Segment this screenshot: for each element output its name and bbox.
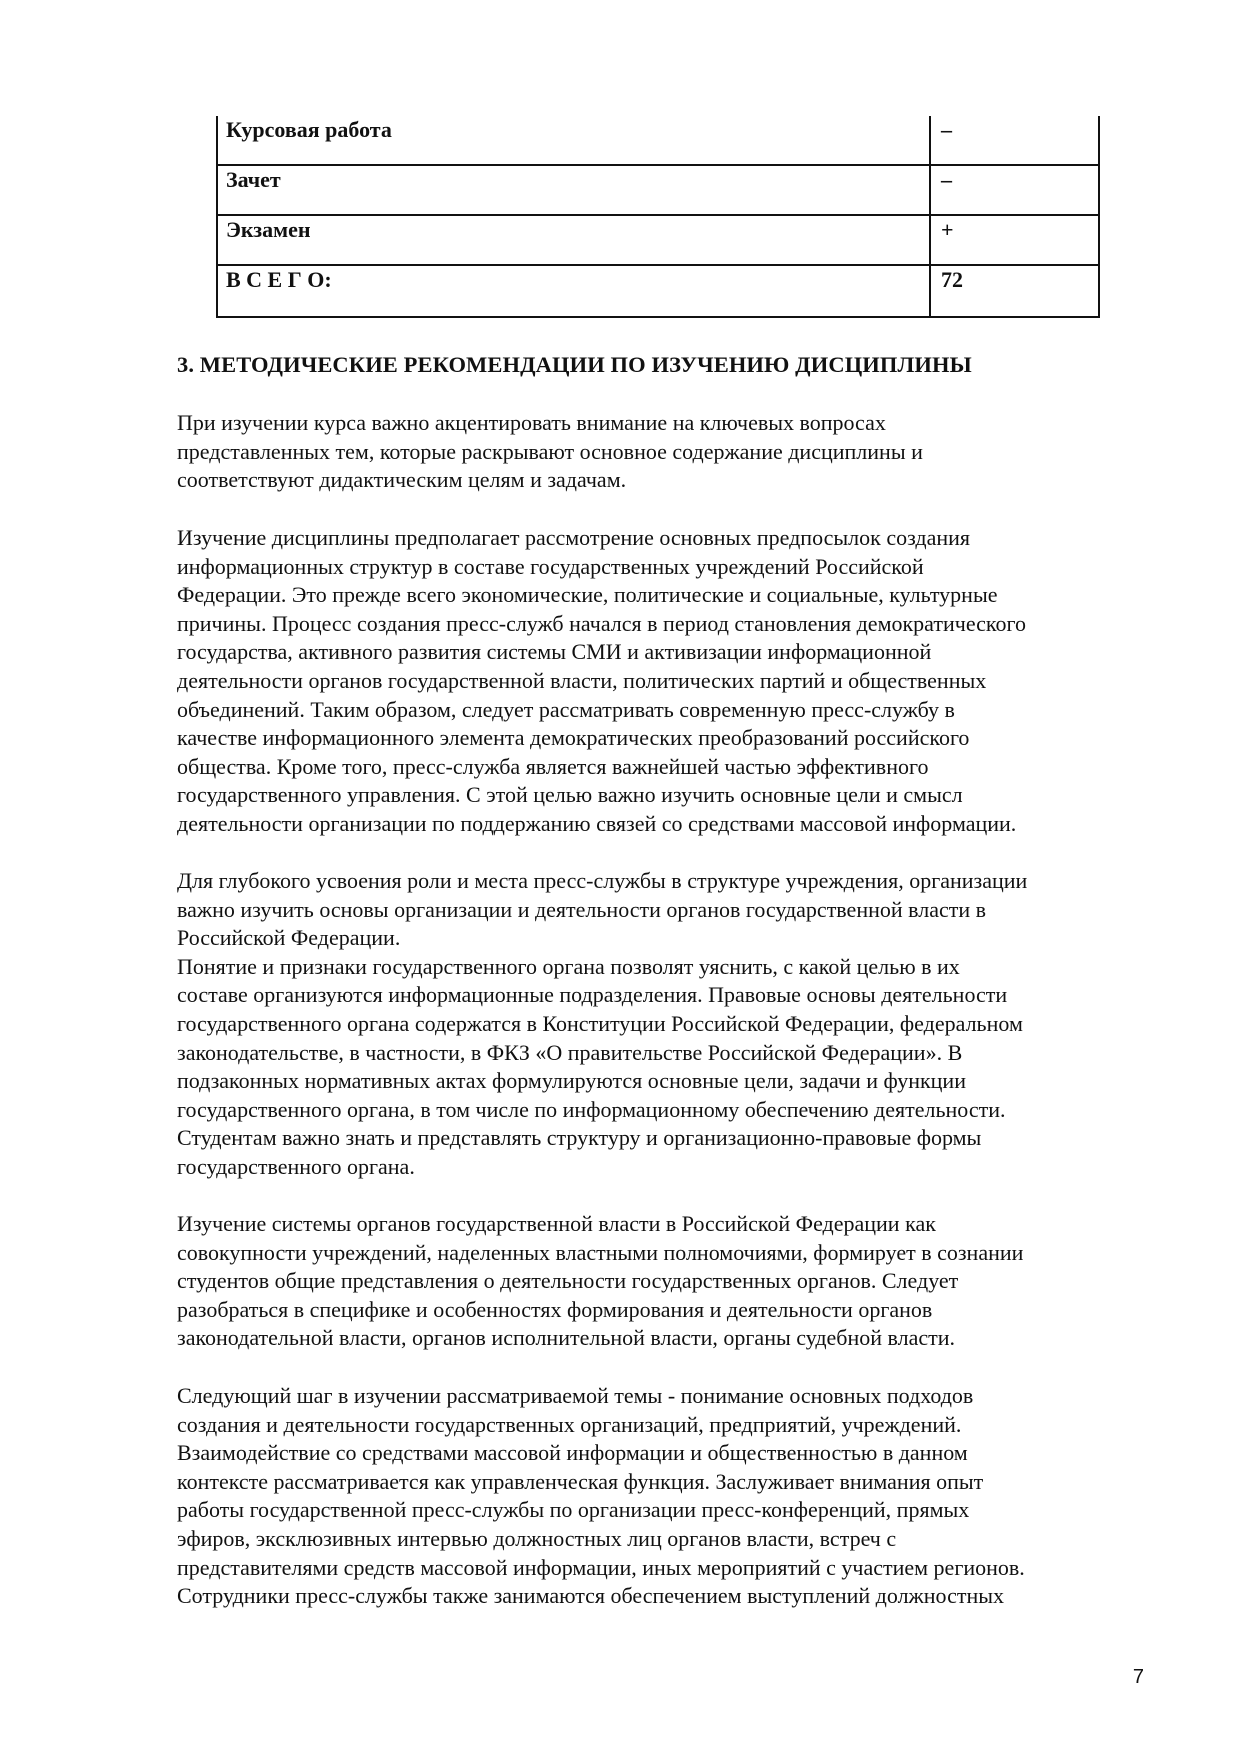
table-row-value: + xyxy=(930,215,1099,265)
table-row-label: Экзамен xyxy=(217,215,930,265)
table-row-total xyxy=(217,265,1099,317)
paragraph-line: информационных структур в составе государственных учреждений Российской xyxy=(177,553,924,579)
paragraph-line: совокупности учреждений, наделенных властными полномочиями, формирует в сознании xyxy=(177,1239,1024,1265)
table-row xyxy=(217,215,1099,265)
table-row-label: Зачет xyxy=(217,165,930,215)
table-row-value: – xyxy=(930,165,1099,215)
table-total-value: 72 xyxy=(930,265,1099,317)
paragraph-line: Изучение дисциплины предполагает рассмотрение основных предпосылок создания xyxy=(177,525,971,550)
paragraph-line: деятельности организации по поддержанию связей со средствами массовой информации. xyxy=(177,810,1017,836)
hours-summary-table xyxy=(216,116,1100,318)
paragraph-line: студентов общие представления о деятельности государственных органов. Следует xyxy=(177,1268,959,1294)
paragraph-line: государственного органа, в том числе по информационному обеспечению деятельности. xyxy=(177,1096,1006,1122)
paragraph-line: Для глубокого усвоения роли и места пресс-службы в структуре учреждения, организации xyxy=(177,868,1028,893)
table-row-value: – xyxy=(930,116,1099,165)
paragraph-line: представленных тем, которые раскрывают основное содержание дисциплины и xyxy=(177,438,923,464)
paragraph-line: качестве информационного элемента демократических преобразований российского xyxy=(177,725,970,751)
paragraph-2 xyxy=(177,524,1167,839)
paragraph-line: соответствуют дидактическим целям и задачам. xyxy=(177,467,627,493)
paragraph-line: При изучении курса важно акцентировать внимание на ключевых вопросах xyxy=(177,410,886,435)
page-number: 7 xyxy=(1132,1666,1144,1688)
paragraph-line: представителями средств массовой информации, иных мероприятий с участием регионов. xyxy=(177,1554,1025,1580)
paragraph-line: Взаимодействие со средствами массовой информации и общественностью в данном xyxy=(177,1440,968,1466)
paragraph-line: контексте рассматривается как управленческая функция. Заслуживает внимания опыт xyxy=(177,1468,984,1494)
paragraph-line: законодательной власти, органов исполнительной власти, органы судебной власти. xyxy=(177,1325,956,1351)
paragraph-line: эфиров, эксклюзивных интервью должностных лиц органов власти, встреч с xyxy=(177,1525,897,1551)
paragraph-line: государства, активного развития системы СМИ и активизации информационной xyxy=(177,639,932,665)
paragraph-line: подзаконных нормативных актах формулируются основные цели, задачи и функции xyxy=(177,1068,966,1094)
paragraph-line: Изучение системы органов государственной власти в Российской Федерации как xyxy=(177,1211,936,1236)
paragraph-line: важно изучить основы организации и деятельности органов государственной власти в xyxy=(177,896,987,922)
paragraph-line: Сотрудники пресс-службы также занимаются обеспечением выступлений должностных xyxy=(177,1583,1004,1609)
paragraph-line: государственного органа содержатся в Конституции Российской Федерации, федеральном xyxy=(177,1010,1023,1036)
paragraph-line: государственного управления. С этой целью важно изучить основные цели и смысл xyxy=(177,782,963,808)
paragraph-line: государственного органа. xyxy=(177,1153,415,1179)
paragraph-line: деятельности органов государственной власти, политических партий и общественных xyxy=(177,667,987,693)
paragraph-3 xyxy=(177,867,1167,1182)
table-total-label: В С Е Г О: xyxy=(217,265,930,317)
paragraph-4 xyxy=(177,1210,1167,1353)
paragraph-line: работы государственной пресс-службы по организации пресс-конференций, прямых xyxy=(177,1497,970,1523)
paragraph-line: создания и деятельности государственных организаций, предприятий, учреждений. xyxy=(177,1411,962,1437)
table-row xyxy=(217,116,1099,165)
paragraph-line: Следующий шаг в изучении рассматриваемой темы - понимание основных подходов xyxy=(177,1383,974,1408)
paragraph-5 xyxy=(177,1382,1167,1611)
paragraph-line: Российской Федерации. xyxy=(177,925,401,951)
table-row-label: Курсовая работа xyxy=(217,116,930,165)
paragraph-line: Понятие и признаки государственного органа позволят уяснить, с какой целью в их xyxy=(177,953,960,979)
paragraph-line: объединений. Таким образом, следует рассматривать современную пресс-службу в xyxy=(177,696,955,722)
paragraph-1 xyxy=(177,409,1167,495)
paragraph-line: составе организуются информационные подразделения. Правовые основы деятельности xyxy=(177,982,1008,1008)
table-row xyxy=(217,165,1099,215)
paragraph-line: законодательстве, в частности, в ФКЗ «О правительстве Российской Федерации». В xyxy=(177,1039,963,1065)
section-heading: 3. МЕТОДИЧЕСКИЕ РЕКОМЕНДАЦИИ ПО ИЗУЧЕНИЮ ДИСЦИПЛИНЫ xyxy=(177,352,972,377)
paragraph-line: общества. Кроме того, пресс-служба является важнейшей частью эффективного xyxy=(177,753,929,779)
paragraph-line: разобраться в специфике и особенностях формирования и деятельности органов xyxy=(177,1296,933,1322)
paragraph-line: Студентам важно знать и представлять структуру и организационно-правовые формы xyxy=(177,1125,982,1151)
paragraph-line: Федерации. Это прежде всего экономические, политические и социальные, культурные xyxy=(177,582,998,608)
paragraph-line: причины. Процесс создания пресс-служб начался в период становления демократического xyxy=(177,610,1026,636)
